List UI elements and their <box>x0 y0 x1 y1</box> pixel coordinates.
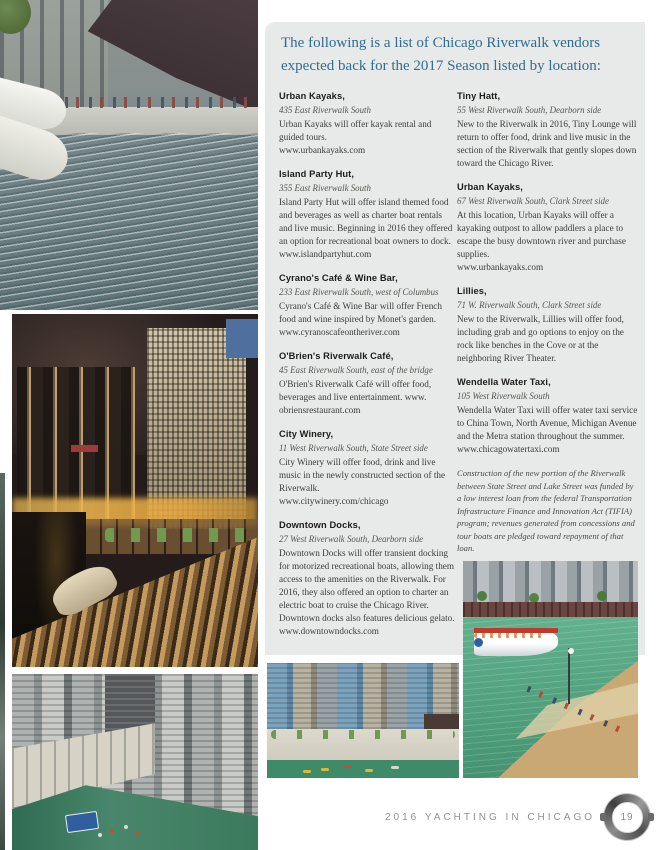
vendor-name: Downtown Docks, <box>279 520 361 531</box>
skyline-shape <box>463 561 638 604</box>
vendor-url: www.chicagowatertaxi.com <box>457 444 560 455</box>
photo-riverwalk-night <box>12 314 258 667</box>
vendor-description <box>279 196 455 261</box>
vendor-description <box>279 547 455 638</box>
boat-logo-shape <box>474 638 483 647</box>
vendor-description <box>279 456 455 508</box>
vendor-column-left <box>279 90 455 650</box>
pier-shape <box>36 107 258 135</box>
green-water-shape <box>267 760 459 778</box>
vendor-description-text: Cyrano's Café & Wine Bar will offer French food and wine inspired by Monet's garden. <box>279 300 442 325</box>
vendor-address: 55 West Riverwalk South, Dearborn side <box>457 105 602 116</box>
kayak-dots-shape <box>321 768 329 771</box>
vendor-description-text: O'Brien's Riverwalk Café will offer food, beverages and live entertainment. www. <box>279 379 432 403</box>
vendor-description-text: Wendella Water Taxi will offer water taxi service to China Town, North Avenue, Michigan Avenue and the Metra station throughout the summer. <box>457 405 638 442</box>
vendor-entry <box>457 90 639 170</box>
vendor-address: 435 East Riverwalk South <box>279 105 371 116</box>
vendor-name: Cyrano's Café & Wine Bar, <box>279 273 398 284</box>
photo-tour-boat <box>463 561 638 778</box>
vendor-description-text: City Winery will offer food, drink and live music in the newly constructed section of the Riverwalk. <box>279 457 446 494</box>
photo-aerial-river <box>12 674 258 850</box>
blue-tower-shape <box>226 319 258 358</box>
vendor-address: 67 West Riverwalk South, Clark Street side <box>457 196 609 207</box>
vendor-description-text: Urban Kayaks will offer kayak rental and guided tours. <box>279 118 432 142</box>
vendor-name: Wendella Water Taxi, <box>457 377 551 388</box>
page-footer <box>385 794 650 840</box>
vendor-address: 45 East Riverwalk South, east of the bridge <box>279 365 433 376</box>
vendor-name: O'Brien's Riverwalk Café, <box>279 351 394 362</box>
vendor-name: Lillies, <box>457 286 487 297</box>
porthole-page-badge <box>604 794 650 840</box>
vendor-url: www.citywinery.com/chicago <box>279 496 389 507</box>
vendor-name: Tiny Hatt, <box>457 91 501 101</box>
vendor-name: Urban Kayaks, <box>279 91 345 101</box>
photo-edge-sliver <box>0 473 5 850</box>
vendor-entry <box>279 428 455 508</box>
truss-bridge-shape <box>463 602 638 617</box>
vendor-entry <box>457 376 639 456</box>
vendor-description <box>457 313 639 365</box>
vendor-url: www.urbankayaks.com <box>279 144 366 155</box>
vendor-name: Island Party Hut, <box>279 169 355 180</box>
vendor-description <box>279 118 455 157</box>
tree-row-shape <box>271 730 455 739</box>
photo-riverwalk-day <box>0 0 258 310</box>
tree-row-shape <box>105 528 253 542</box>
vendor-description <box>279 300 455 339</box>
vendor-address: 233 East Riverwalk South, west of Columbus <box>279 287 439 298</box>
vendor-address: 71 W. Riverwalk South, Clark Street side <box>457 300 602 311</box>
vendor-url: www.urbankayaks.com <box>457 262 544 273</box>
tour-boat-shape <box>474 628 558 656</box>
vendor-description-text: Island Party Hut will offer island themed food and beverages as well as charter boat rentals and live music. Beginning in 2016 they offered an option for recreational boat owners to dock. <box>279 196 453 247</box>
vendor-entry <box>457 285 639 365</box>
vendor-entry <box>279 519 455 638</box>
vendor-address: 11 West Riverwalk South, State Street side <box>279 443 428 454</box>
vendor-description <box>457 209 639 274</box>
red-sign-shape <box>71 445 98 453</box>
vendor-description-text: New to the Riverwalk in 2016, Tiny Lounge will return to offer food, drink and live music in the section of the Riverwalk that gently slopes down toward the Chicago River. <box>457 118 637 169</box>
magazine-title: 2016 YACHTING IN CHICAGO <box>385 811 595 823</box>
vendor-name: Urban Kayaks, <box>457 182 523 193</box>
vendor-entry <box>279 350 455 417</box>
vendor-description-text: At this location, Urban Kayaks will offer a kayaking outpost to allow paddlers a place to escape the busy downtown river and purchase supplies. <box>457 209 626 260</box>
vendor-address: 105 West Riverwalk South <box>457 391 550 402</box>
bridge-underside-shape <box>88 0 258 112</box>
vendor-description <box>457 118 639 170</box>
page-number: 19 <box>612 802 643 833</box>
photo-riverwalk-plaza <box>267 663 459 778</box>
vendor-description <box>457 404 639 456</box>
lamp-post-shape <box>568 648 570 704</box>
vendor-url: www.downtowndocks.com <box>279 626 379 637</box>
vendor-column-right <box>457 90 639 555</box>
vendor-entry <box>457 181 639 274</box>
vendor-description-text: New to the Riverwalk, Lillies will offer food, including grab and go options to enjoy on the rock like benches in the Cove or at the neighboring River Theater. <box>457 314 624 364</box>
boat-passengers-shape <box>474 633 545 638</box>
vendor-description-text: Downtown Docks will offer transient docking for motorized recreational boats, allowing them access to the amenities on the Riverwalk. For 2016, they also offered an option to charter an electric boat to cruise the Chicago River. Downtown docks also features delicious gelato. <box>279 548 455 624</box>
vendor-url: www.cyranoscafeontheriver.com <box>279 327 400 338</box>
crowd-shape <box>41 97 247 108</box>
vendor-entry <box>279 272 455 339</box>
vendor-url: www.islandpartyhut.com <box>279 249 372 260</box>
lamp-head-shape <box>568 648 574 654</box>
funding-note: Construction of the new portion of the Riverwalk between State Street and Lake Street was funded by a low interest loan from the federal Transportation Infrastructure Finance and Innovation Act (TIFIA) program; revenues generated from concessions and tour boats are pledged toward repayment of that loan. <box>457 468 635 554</box>
vendor-description <box>279 378 455 417</box>
bridge-shape <box>424 714 459 730</box>
vendor-url: obriensrestaurant.com <box>279 405 361 416</box>
vendor-address: 27 West Riverwalk South, Dearborn side <box>279 534 424 545</box>
vendor-name: City Winery, <box>279 429 334 440</box>
page-title: The following is a list of Chicago Riverwalk vendors expected back for the 2017 Season listed by location: <box>281 35 601 74</box>
vendor-entry <box>279 168 455 261</box>
vendor-entry <box>279 90 455 157</box>
vendor-address: 355 East Riverwalk South <box>279 183 371 194</box>
